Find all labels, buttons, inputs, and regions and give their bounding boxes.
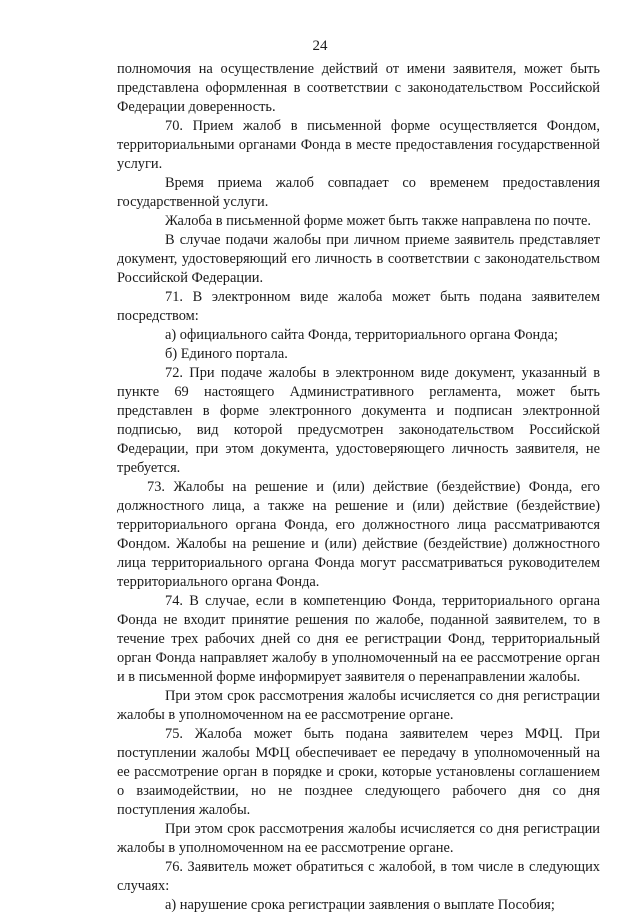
paragraph: 71. В электронном виде жалоба может быть подана заявителем посредством:: [117, 289, 600, 324]
paragraph: а) нарушение срока регистрации заявления о выплате Пособия;: [165, 897, 555, 913]
paragraph: 76. Заявитель может обратиться с жалобой, в том числе в следующих случаях:: [117, 859, 600, 894]
paragraph: 73. Жалобы на решение и (или) действие (бездействие) Фонда, его должностного лица, а также на решение и (или) действие (бездействие) территориального органа Фонда, его должностного лица рассматриваются Фондом. Жалобы на решение и (или) действие (бездействие) должностного лица территориального органа Фонда могут рассматриваться руководителем территориального органа Фонда.: [117, 479, 600, 590]
paragraph: 70. Прием жалоб в письменной форме осуществляется Фондом, территориальными органами Фонда в месте предоставления государственной услуги.: [117, 118, 600, 172]
paragraph: 74. В случае, если в компетенцию Фонда, территориального органа Фонда не входит принятие решения по жалобе, поданной заявителем, то в течение трех рабочих дней со дня ее регистрации Фонд, территориальный орган Фонда направляет жалобу в уполномоченный на ее рассмотрение орган и в письменной форме информирует заявителя о перенаправлении жалобы.: [117, 593, 600, 685]
paragraph: полномочия на осуществление действий от имени заявителя, может быть представлена оформленная в соответствии с законодательством Российской Федерации доверенность.: [117, 61, 600, 115]
paragraph: а) официального сайта Фонда, территориального органа Фонда;: [165, 327, 558, 343]
paragraph: 72. При подаче жалобы в электронном виде документ, указанный в пункте 69 настоящего Административного регламента, может быть представлен в форме электронного документа и подписан электронной подписью, вид которой предусмотрен законодательством Российской Федерации, при этом документа, удостоверяющего личность заявителя, не требуется.: [117, 365, 600, 476]
paragraph: б) Единого портала.: [165, 346, 288, 362]
paragraph: При этом срок рассмотрения жалобы исчисляется со дня регистрации жалобы в уполномоченном на ее рассмотрение органе.: [117, 821, 600, 856]
document-body: [117, 60, 600, 915]
paragraph: В случае подачи жалобы при личном приеме заявитель представляет документ, удостоверяющий его личность в соответствии с законодательством Российской Федерации.: [117, 232, 600, 286]
paragraph: 75. Жалоба может быть подана заявителем через МФЦ. При поступлении жалобы МФЦ обеспечивает ее передачу в уполномоченный на ее рассмотрение орган в порядке и сроки, которые установлены соглашением о взаимодействии, но не позднее следующего рабочего дня со дня поступления жалобы.: [117, 726, 600, 818]
paragraph: Время приема жалоб совпадает со временем предоставления государственной услуги.: [117, 175, 600, 210]
paragraph: При этом срок рассмотрения жалобы исчисляется со дня регистрации жалобы в уполномоченном на ее рассмотрение органе.: [117, 688, 600, 723]
paragraph: Жалоба в письменной форме может быть также направлена по почте.: [165, 213, 592, 229]
page-number: 24: [312, 38, 328, 54]
